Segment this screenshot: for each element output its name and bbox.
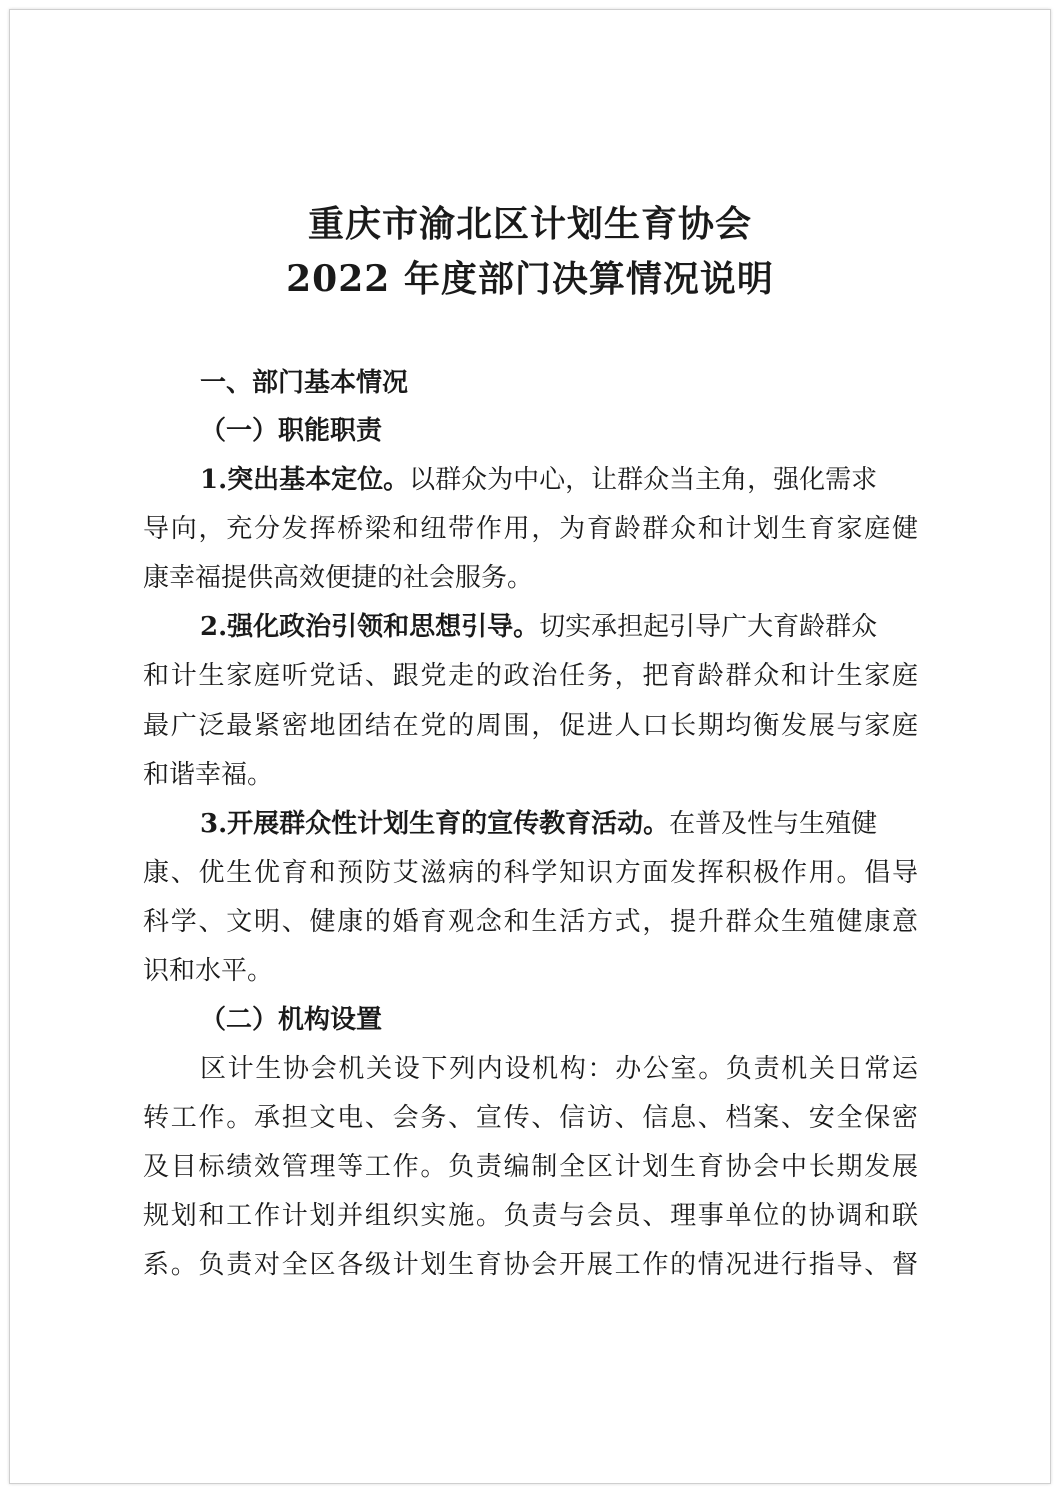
subsection-heading-duties: （一）职能职责 [200, 416, 383, 446]
paragraph-line: 和计生家庭听党话、跟党走的政治任务，把育龄群众和计生家庭 [143, 661, 918, 691]
paragraph-line: 及目标绩效管理等工作。负责编制全区计划生育协会中长期发展 [143, 1152, 918, 1182]
section-heading: 一、部门基本情况 [200, 368, 409, 398]
item-text: 切实承担起引导广大育龄群众 [539, 612, 878, 642]
paragraph-line: 区计生协会机关设下列内设机构：办公室。负责机关日常运 [200, 1054, 918, 1084]
item-lead: 3.开展群众性计划生育的宣传教育活动。 [200, 809, 670, 839]
paragraph-line: 系。负责对全区各级计划生育协会开展工作的情况进行指导、督 [143, 1250, 918, 1280]
paragraph-line [200, 459, 918, 496]
document-title-line2: 2022 年度部门决算情况说明 [286, 258, 774, 300]
subsection-heading-structure: （二）机构设置 [200, 1005, 383, 1035]
item-text: 以群众为中心，让群众当主角，强化需求 [409, 465, 878, 495]
paragraph-line: 识和水平。 [143, 956, 274, 986]
paragraph-line: 转工作。承担文电、会务、宣传、信访、信息、档案、安全保密 [143, 1103, 918, 1133]
paragraph-line: 康、优生优育和预防艾滋病的科学知识方面发挥积极作用。倡导 [143, 858, 918, 888]
paragraph-line [200, 803, 918, 840]
item-text: 在普及性与生殖健 [669, 809, 878, 839]
document-title-line1: 重庆市渝北区计划生育协会 [307, 203, 752, 245]
paragraph-line: 最广泛最紧密地团结在党的周围，促进人口长期均衡发展与家庭 [143, 711, 918, 741]
item-lead: 2.强化政治引领和思想引导。 [200, 612, 540, 642]
paragraph-line: 和谐幸福。 [143, 760, 274, 790]
paragraph-line: 康幸福提供高效便捷的社会服务。 [143, 563, 534, 593]
paragraph-line: 导向，充分发挥桥梁和纽带作用，为育龄群众和计划生育家庭健 [143, 514, 918, 544]
item-lead: 1.突出基本定位。 [200, 465, 410, 495]
paragraph-line [200, 606, 918, 643]
paragraph-line: 科学、文明、健康的婚育观念和生活方式，提升群众生殖健康意 [143, 907, 918, 937]
paragraph-line: 规划和工作计划并组织实施。负责与会员、理事单位的协调和联 [143, 1201, 918, 1231]
